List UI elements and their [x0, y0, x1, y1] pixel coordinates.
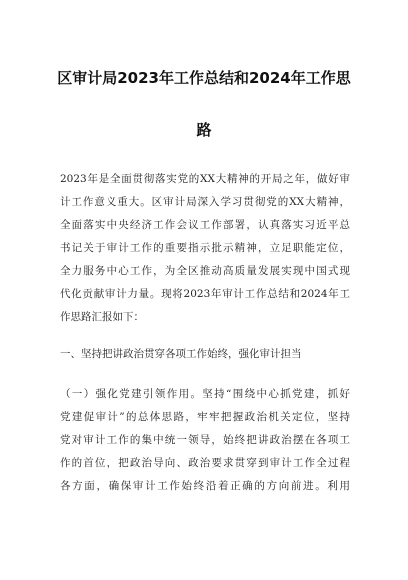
section-1-heading: 一、坚持把讲政治贯穿各项工作始终，强化审计担当 — [60, 348, 302, 360]
section-1-1-line-4: 作的首位，把政治导向、政治要求贯穿到审计工作全过程 — [60, 457, 350, 469]
intro-line-3: 全面落实中央经济工作会议工作部署，认真落实习近平总 — [60, 219, 350, 231]
intro-line-1: 2023年是全面贯彻落实党的XX大精神的开局之年，做好审 — [60, 173, 350, 185]
document-title-line-1: 区审计局2023年工作总结和2024年工作思 — [57, 69, 351, 87]
section-1-1-line-3: 党对审计工作的集中统一领导，始终把讲政治摆在各项工 — [60, 434, 350, 446]
section-1-1-line-2: 党建促审计”的总体思路，牢牢把握政治机关定位，坚持 — [60, 411, 350, 423]
intro-line-5: 全力服务中心工作，为全区推动高质量发展实现中国式现 — [60, 265, 350, 277]
intro-line-2: 计工作意义重大。区审计局深入学习贯彻党的XX大精神， — [60, 196, 350, 208]
intro-line-6: 代化贡献审计力量。现将2023年审计工作总结和2024年工 — [60, 288, 350, 300]
intro-line-4: 书记关于审计工作的重要指示批示精神，立足职能定位， — [60, 242, 350, 254]
document-title-line-2: 路 — [196, 121, 212, 139]
section-1-1-line-1: （一）强化党建引领作用。坚持“围绕中心抓党建，抓好 — [60, 388, 350, 400]
section-1-1-line-5: 各方面，确保审计工作始终沿着正确的方向前进。利用 — [60, 480, 350, 492]
intro-line-7: 作思路汇报如下： — [60, 311, 144, 323]
